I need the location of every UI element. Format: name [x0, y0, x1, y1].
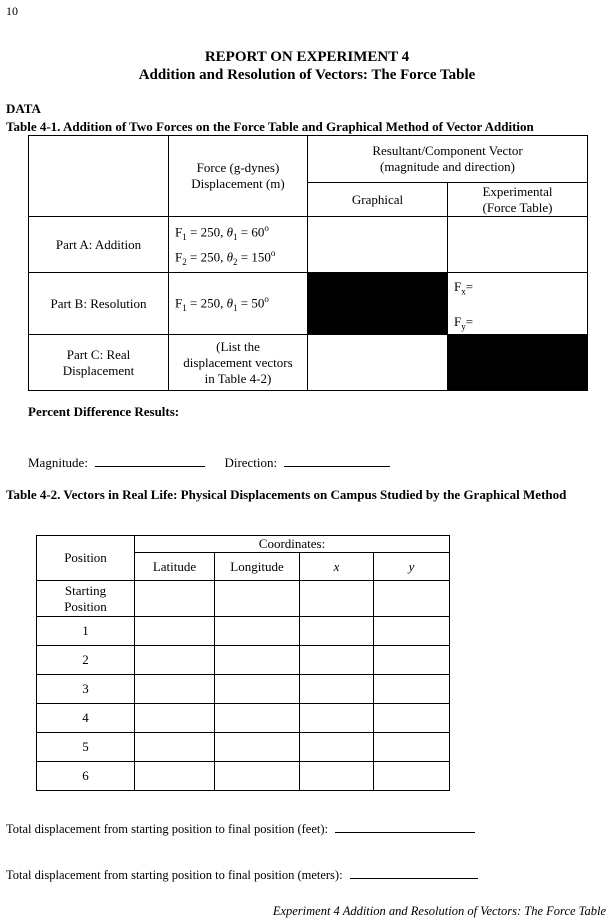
part-b-graphical-blackout: [308, 273, 448, 335]
part-c-note-line2: displacement vectors: [183, 354, 293, 370]
part-b-f1-value: 250: [200, 295, 221, 311]
force-header-line2: Displacement (m): [191, 176, 285, 191]
latitude-cell[interactable]: [135, 646, 215, 675]
y-cell[interactable]: [374, 762, 450, 791]
table-row: [37, 675, 450, 704]
part-c-note: [169, 335, 308, 391]
part-c-label-line1: Part C: Real: [66, 346, 131, 362]
longitude-cell[interactable]: [215, 704, 300, 733]
y-cell[interactable]: [374, 617, 450, 646]
longitude-header: Longitude: [215, 553, 300, 581]
report-subtitle: Addition and Resolution of Vectors: The Force Table: [138, 67, 476, 83]
part-c-note-line3: in Table 4-2): [204, 370, 272, 386]
total-displacement-feet-line: [6, 822, 475, 837]
position-header: Position: [37, 536, 135, 581]
part-b-forces: [169, 273, 308, 335]
position-cell: 2: [37, 646, 135, 675]
part-a-f2-line: $F_2 = 250$, $\theta_2 = 150^o$: [175, 247, 276, 267]
latitude-cell[interactable]: [135, 704, 215, 733]
latitude-cell[interactable]: [135, 675, 215, 704]
data-heading: DATA: [6, 101, 41, 116]
position-cell: 5: [37, 733, 135, 762]
force-header-line1: Force (g-dynes): [196, 160, 280, 175]
table-4-2: [36, 535, 450, 791]
table-row: [37, 762, 450, 791]
longitude-cell[interactable]: [215, 646, 300, 675]
percent-difference-heading: Percent Difference Results:: [28, 404, 180, 419]
x-cell[interactable]: [300, 646, 374, 675]
y-cell[interactable]: [374, 733, 450, 762]
total-meters-blank[interactable]: [350, 878, 478, 879]
resultant-header-line1: Resultant/Component Vector: [372, 143, 523, 158]
x-header: [300, 553, 374, 581]
y-header-text: y: [408, 558, 415, 574]
total-displacement-meters-line: [6, 868, 478, 883]
part-b-experimental-cell[interactable]: [448, 273, 588, 335]
graphical-header: Graphical: [308, 183, 448, 217]
table1-corner-cell: [29, 136, 169, 217]
part-a-forces: [169, 217, 308, 273]
longitude-cell[interactable]: [215, 762, 300, 791]
position-cell: 6: [37, 762, 135, 791]
table2-caption: Table 4-2. Vectors in Real Life: Physical Displacements on Campus Studied by the Graphical Method: [6, 487, 567, 502]
magnitude-label: Magnitude:: [28, 455, 88, 470]
coordinates-header: Coordinates:: [135, 536, 450, 553]
latitude-cell[interactable]: [135, 733, 215, 762]
x-header-text: x: [333, 558, 340, 574]
part-b-label: Part B: Resolution: [29, 273, 169, 335]
table-row: [37, 733, 450, 762]
force-header: [169, 136, 308, 217]
part-c-graphical-cell[interactable]: [308, 335, 448, 391]
part-b-f1-line: $F_1 = 250$, $\theta_1 = 50^o$: [175, 294, 269, 314]
part-a-theta1-value: 60: [251, 223, 265, 239]
percent-difference-line: [28, 455, 390, 471]
table-row: [37, 617, 450, 646]
position-cell: [37, 581, 135, 617]
x-cell[interactable]: [300, 704, 374, 733]
part-a-theta2-value: 150: [251, 248, 271, 264]
x-cell[interactable]: [300, 733, 374, 762]
latitude-cell[interactable]: [135, 581, 215, 617]
x-cell[interactable]: [300, 617, 374, 646]
longitude-cell[interactable]: [215, 675, 300, 704]
latitude-cell[interactable]: [135, 617, 215, 646]
position-cell: 4: [37, 704, 135, 733]
y-cell[interactable]: [374, 704, 450, 733]
report-title: REPORT ON EXPERIMENT 4: [204, 49, 410, 65]
magnitude-blank[interactable]: [95, 466, 205, 467]
part-c-label-line2: Displacement: [62, 362, 135, 378]
page-number: 10: [6, 4, 18, 18]
part-a-graphical-cell[interactable]: [308, 217, 448, 273]
y-cell[interactable]: [374, 646, 450, 675]
y-header: [374, 553, 450, 581]
resultant-header: [308, 136, 588, 183]
total-feet-label: Total displacement from starting position to final position (feet):: [6, 822, 328, 836]
part-c-experimental-blackout: [448, 335, 588, 391]
longitude-cell[interactable]: [215, 581, 300, 617]
experimental-header-line2: (Force Table): [482, 199, 553, 215]
total-feet-blank[interactable]: [335, 832, 475, 833]
x-cell[interactable]: [300, 762, 374, 791]
x-cell[interactable]: [300, 675, 374, 704]
x-cell[interactable]: [300, 581, 374, 617]
part-a-f1-value: 250: [200, 223, 221, 239]
resultant-header-line2: (magnitude and direction): [380, 159, 516, 174]
position-cell: 1: [37, 617, 135, 646]
part-a-experimental-cell[interactable]: [448, 217, 588, 273]
fx-label: $F_x=$: [454, 279, 474, 297]
part-c-label: [29, 335, 169, 391]
y-cell[interactable]: [374, 581, 450, 617]
table-row: [37, 646, 450, 675]
total-meters-label: Total displacement from starting position to final position (meters):: [6, 868, 343, 882]
table-row: [37, 704, 450, 733]
position-value: Starting Position: [64, 582, 107, 614]
part-a-f1-line: $F_1 = 250$, $\theta_1 = 60^o$: [175, 222, 269, 242]
latitude-cell[interactable]: [135, 762, 215, 791]
experimental-header-line1: Experimental: [482, 183, 553, 199]
part-a-label: Part A: Addition: [29, 217, 169, 273]
table-row: [37, 581, 450, 617]
y-cell[interactable]: [374, 675, 450, 704]
table-4-1: [28, 135, 588, 391]
page-footer: Experiment 4 Addition and Resolution of Vectors: The Force Table: [272, 904, 606, 918]
table1-caption: Table 4-1. Addition of Two Forces on the Force Table and Graphical Method of Vector Addition: [6, 119, 534, 134]
longitude-cell[interactable]: [215, 617, 300, 646]
part-c-note-line1: (List the: [216, 338, 260, 354]
experimental-header: [448, 183, 588, 217]
longitude-cell[interactable]: [215, 733, 300, 762]
direction-blank[interactable]: [284, 466, 390, 467]
position-cell: 3: [37, 675, 135, 704]
fy-label: $F_y=$: [454, 313, 474, 332]
latitude-header: Latitude: [135, 553, 215, 581]
part-a-f2-value: 250: [200, 248, 221, 264]
part-b-theta1-value: 50: [251, 295, 265, 311]
direction-label: Direction:: [224, 455, 278, 470]
